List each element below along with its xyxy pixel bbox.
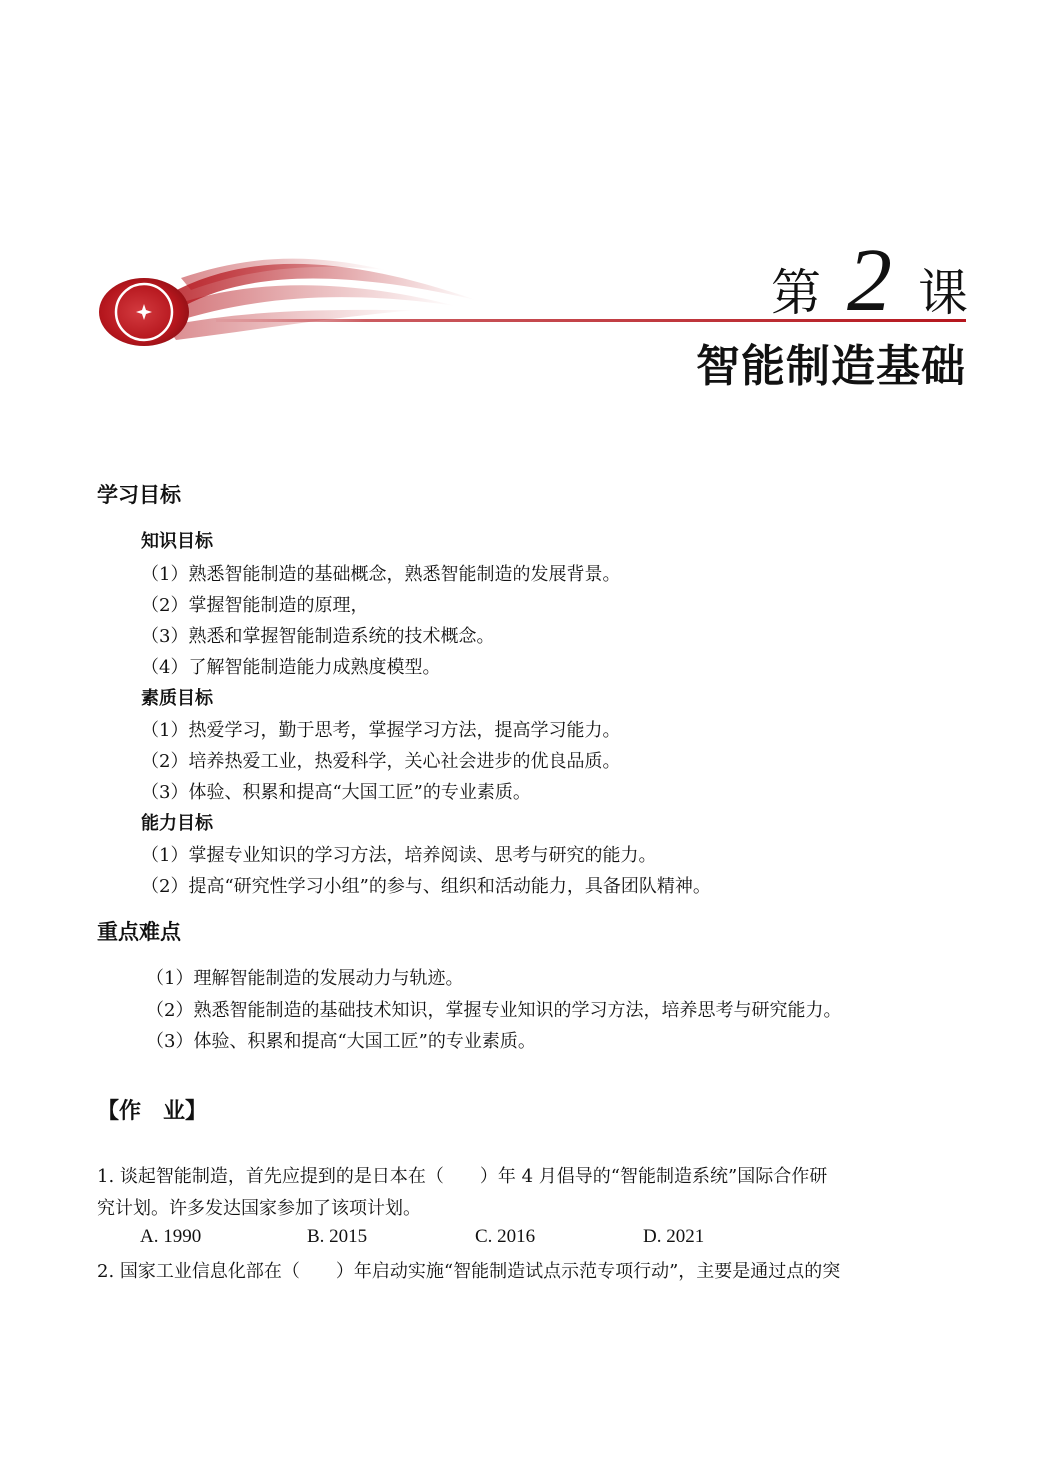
option-c: C. 2016 bbox=[475, 1226, 536, 1247]
knowledge-objectives-heading: 知识目标 bbox=[141, 531, 213, 552]
question-1-line-1: 1. 谈起智能制造，首先应提到的是日本在（ ）年 4 月倡导的“智能制造系统”国际合作研 bbox=[97, 1166, 828, 1187]
knowledge-item: （3）熟悉和掌握智能制造系统的技术概念。 bbox=[141, 626, 495, 647]
question-1-line-2: 究计划。许多发达国家参加了该项计划。 bbox=[97, 1198, 421, 1219]
lesson-title: 智能制造基础 bbox=[696, 341, 966, 392]
option-a: A. 1990 bbox=[140, 1226, 202, 1247]
objectives-heading: 学习目标 bbox=[97, 483, 181, 507]
lesson-suffix: 课 bbox=[918, 264, 968, 322]
key-points-heading: 重点难点 bbox=[97, 920, 181, 944]
knowledge-item: （1）熟悉智能制造的基础概念，熟悉智能制造的发展背景。 bbox=[141, 564, 621, 585]
ability-item: （1）掌握专业知识的学习方法，培养阅读、思考与研究的能力。 bbox=[141, 845, 657, 866]
option-b: B. 2015 bbox=[307, 1226, 368, 1247]
lesson-prefix: 第 bbox=[771, 264, 821, 322]
question-2-line-1: 2. 国家工业信息化部在（ ）年启动实施“智能制造试点示范专项行动”，主要是通过点的突 bbox=[97, 1261, 841, 1282]
knowledge-item: （2）掌握智能制造的原理， bbox=[141, 595, 369, 616]
quality-objectives-heading: 素质目标 bbox=[141, 688, 213, 709]
ability-item: （2）提高“研究性学习小组”的参与、组织和活动能力，具备团队精神。 bbox=[141, 876, 711, 897]
key-point-item: （3）体验、积累和提高“大国工匠”的专业素质。 bbox=[146, 1031, 536, 1052]
knowledge-item: （4）了解智能制造能力成熟度模型。 bbox=[141, 657, 441, 678]
lesson-heading bbox=[771, 231, 968, 330]
key-point-item: （1）理解智能制造的发展动力与轨迹。 bbox=[146, 968, 464, 989]
ability-objectives-heading: 能力目标 bbox=[141, 813, 213, 834]
quality-item: （3）体验、积累和提高“大国工匠”的专业素质。 bbox=[141, 782, 531, 803]
lesson-number: 2 bbox=[847, 231, 892, 330]
quality-item: （1）热爱学习，勤于思考，掌握学习方法，提高学习能力。 bbox=[141, 720, 621, 741]
quality-item: （2）培养热爱工业，热爱科学，关心社会进步的优良品质。 bbox=[141, 751, 621, 772]
option-d: D. 2021 bbox=[643, 1226, 705, 1247]
key-point-item: （2）熟悉智能制造的基础技术知识，掌握专业知识的学习方法，培养思考与研究能力。 bbox=[146, 1000, 842, 1021]
homework-heading: 【作 业】 bbox=[97, 1099, 208, 1124]
